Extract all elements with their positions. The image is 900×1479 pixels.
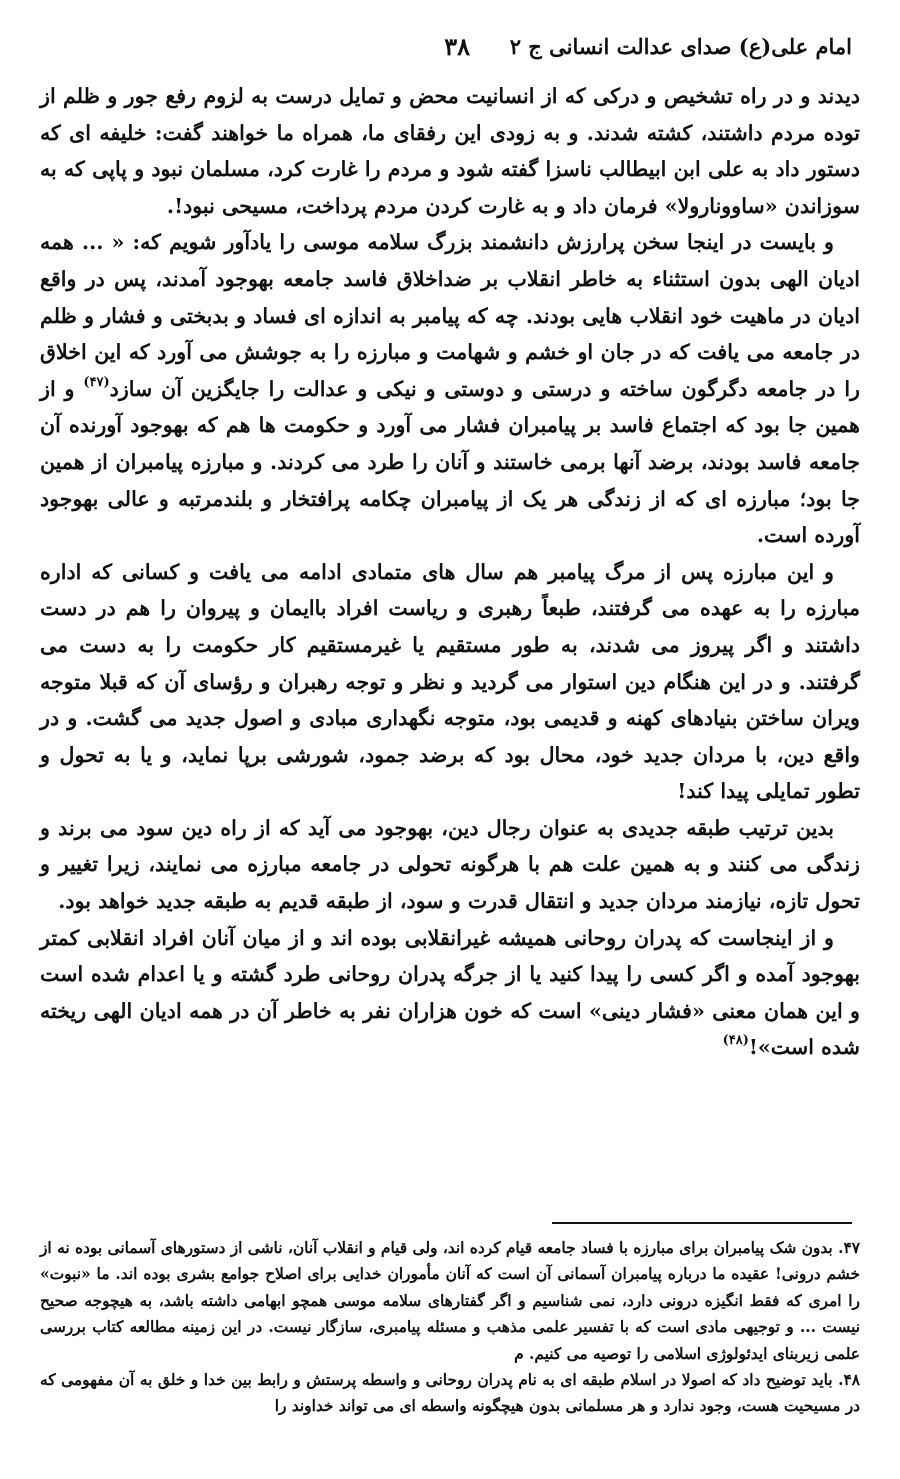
- footnote-ref-47: (۴۷): [83, 374, 110, 390]
- paragraph: [40, 920, 860, 1066]
- paragraph: دیدند و در راه تشخیص و درکی که از انسانیت محض و تمایل درست به لزوم رفع جور و ظلم از توده مردم داشتند، کشته شدند. و به زودی این رفقای ما، همراه ما خواهند گفت: خلیفه ای که دستور داد به علی ابن ابیطالب ناسزا گفته شود و مردم را غارت کرد، مسلمان نبود و پاپی که به سوزاندن «ساوونارولا» فرمان داد و به غارت کردن مردم پرداخت، مسیحی نبود!.: [40, 84, 860, 218]
- footnotes: [40, 1235, 860, 1420]
- paragraph-text: و از همین جا بود که اجتماع فاسد بر پیامبران فشار می آورد و حکومت ها هم که بهوجود آورنده آن جامعه فاسد بودند، برضد آنها برمی خاستند و آنان را طرد می کردند. و مبارزه پیامبران از همین جا بود؛ مبارزه ای که از زندگی هر یک از پیامبران چکامه پرافتخار و بلندمرتبه و عالی بهوجود آورده است.: [40, 376, 860, 548]
- paragraph: بدین ترتیب طبقه جدیدی به عنوان رجال دین، بهوجود می آید که از راه دین سود می برند و زندگی می کنند و به همین علت هم با هرگونه تحولی در جامعه مبارزه می نمایند، زیرا تغییر و تحول تازه، نیازمند مردان جدید و انتقال قدرت و سود، از طبقه قدیم به طبقه جدید خواهد بود.: [40, 815, 860, 914]
- paragraph: [40, 224, 860, 553]
- page-number: ۳۸: [444, 32, 470, 61]
- footnote-ref-48: (۴۸): [722, 1033, 749, 1049]
- page-header: [40, 30, 860, 70]
- footnote-47: ۴۷. بدون شک پیامبران برای مبارزه با فساد جامعه قیام کرده اند، ولی قیام و انقلاب آنان، ناشی از دستورهای آسمانی بوده نه از خشم درونی! عقیده ما درباره پیامبران آسمانی آن است که آنان مأموران خدایی برای اصلاح جوامع بشری بوده اند. ما «نبوت» را امری که فقط انگیزه درونی دارد، نمی شناسیم و اگر گفتارهای سلامه موسی همچو ابهامی داشته باشد، به هیچوجه صحیح نیست ... و توجیهی مادی است که با تفسیر علمی مذهب و مسئله پیامبری، سازگار نیست. در این زمینه مطالعه کتاب بررسی علمی زیربنای ایدئولوژی اسلامی را توصیه می کنیم. م: [40, 1239, 860, 1363]
- footnote-separator: [552, 1222, 852, 1224]
- footnote-48: ۴۸. باید توضیح داد که اصولا در اسلام طبقه ای به نام پدران روحانی و واسطه پرستش و رابط بین خدا و خلق به آن مفهومی که در مسیحیت هست، وجود ندارد و هر مسلمانی بدون هیچگونه واسطه ای می تواند خداوند را: [40, 1371, 860, 1416]
- paragraph-text: و از اینجاست که پدران روحانی همیشه غیرانقلابی بوده اند و از میان آنان افراد انقلابی کمتر بهوجود آمده و اگر کسی را پیدا کنید یا از جرگه پدران روحانی طرد گشته و یا اعدام شده است و این همان معنی «فشار دینی» است که خون هزاران نفر به خاطر آن در همه ادیان الهی ریخته شده است»!: [40, 925, 860, 1060]
- paragraph: و این مبارزه پس از مرگ پیامبر هم سال های متمادی ادامه می یافت و کسانی که اداره مبارزه را به عهده می گرفتند، طبعاً رهبری و ریاست افراد باایمان و پیروان را هم در دست داشتند و اگر پیروز می شدند، به طور مستقیم یا غیرمستقیم کار حکومت را به دست می گرفتند. و در این هنگام دین استوار می گردید و نظر و توجه رهبران و رؤسای آن که قبلا متوجه ویران ساختن بنیادهای کهنه و قدیمی بود، متوجه نگهداری مبادی و اصول جدید می گشت. و در واقع دین، با مردان جدید خود، محال بود که برضد جمود، شورشی برپا نماید، و یا به تحول و تطور تمایلی پیدا کند!: [40, 559, 860, 804]
- main-text: [40, 78, 860, 1066]
- book-page: [40, 30, 860, 1469]
- paragraph-text: و بایست در اینجا سخن پرارزش دانشمند بزرگ سلامه موسی را یادآور شویم که: « ... همه ادیان الهی بدون استثناء به خاطر انقلاب بر ضداخلاق فاسد جامعه بهوجود آمدند، پس در واقع ادیان در ماهیت خود انقلاب هایی بودند. چه که پیامبر به اندازه ای فساد و بدبختی و فشار و ظلم در جامعه می یافت که در جان او خشم و شهامت و مبارزه را به جوشش می آورد که این اخلاق را در جامعه دگرگون ساخته و درستی و دوستی و نیکی و عدالت را جایگزین آن سازد: [40, 230, 861, 401]
- running-title: امام علی(ع) صدای عدالت انسانی ج ۲: [509, 34, 852, 59]
